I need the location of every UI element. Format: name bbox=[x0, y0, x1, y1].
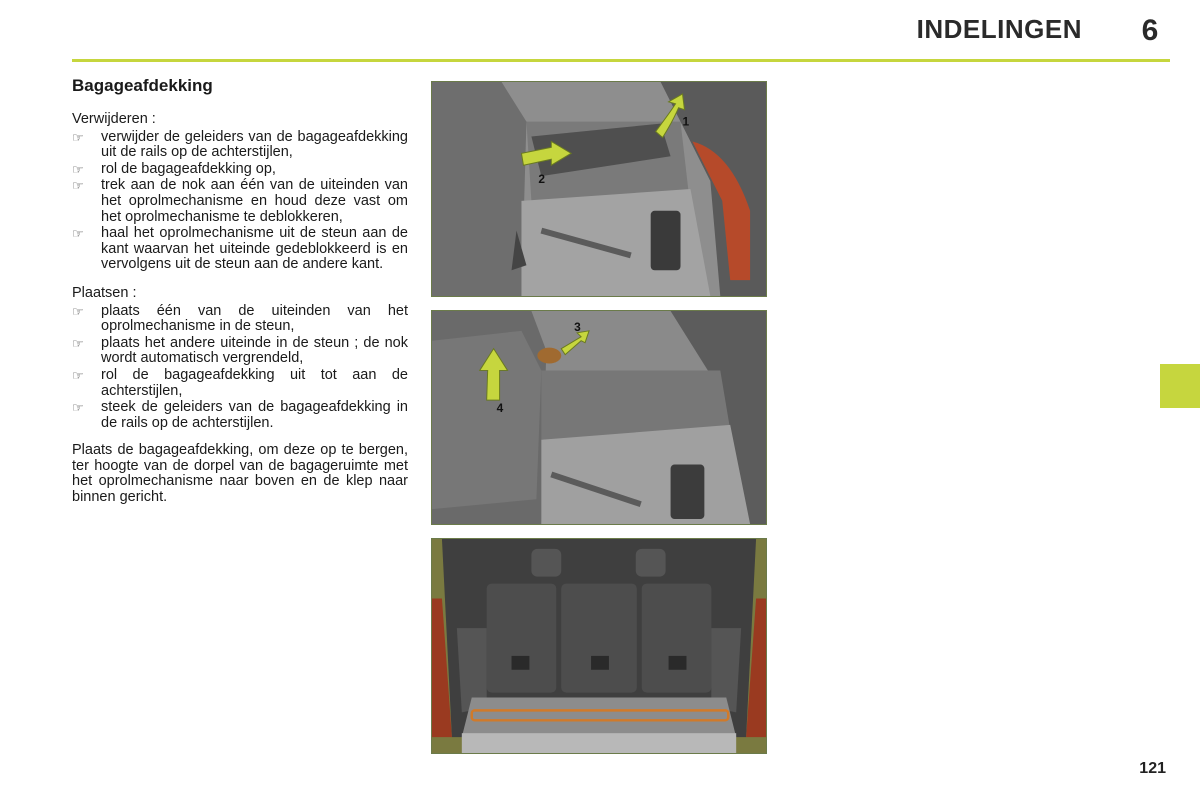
text-column bbox=[72, 76, 408, 506]
figure-place-cover bbox=[431, 310, 767, 525]
chapter-title: INDELINGEN bbox=[916, 14, 1082, 44]
page-number: 121 bbox=[1139, 760, 1166, 777]
list-item: ☞ steek de geleiders van de bagageafdekking in de rails op de achterstijlen. bbox=[72, 399, 408, 431]
figure-callout-4: 4 bbox=[496, 401, 504, 416]
list-item: ☞ rol de bagageafdekking uit tot aan de achterstijlen, bbox=[72, 366, 408, 399]
chapter-number: 6 bbox=[1141, 14, 1159, 47]
section-title: Bagageafdekking bbox=[72, 76, 213, 95]
pointing-hand-icon: ☞ bbox=[72, 400, 84, 416]
figure-callout-1: 1 bbox=[682, 114, 690, 129]
figure-remove-cover bbox=[431, 81, 767, 297]
list-item: ☞ plaats één van de uiteinden van het oprolmechanisme in de steun, bbox=[72, 302, 408, 335]
place-label: Plaatsen : bbox=[72, 284, 137, 301]
pointing-hand-icon: ☞ bbox=[72, 335, 84, 351]
header-divider bbox=[72, 59, 1170, 62]
figure-callout-2: 2 bbox=[538, 172, 545, 187]
list-item: ☞ rol de bagageafdekking op, bbox=[72, 160, 276, 177]
pointing-hand-icon: ☞ bbox=[72, 129, 84, 145]
place-steps-list bbox=[72, 304, 408, 432]
figure-stored-cover bbox=[431, 538, 767, 754]
list-item: ☞ haal het oprolmechanisme uit de steun aan de kant waarvan het uiteinde gedeblokkeerd is en vervolgens uit de steun aan de andere kant. bbox=[72, 225, 408, 273]
list-item: ☞ trek aan de nok aan één van de uiteinden van het oprolmechanisme en houd deze vast om het oprolmechanisme te deblokkeren, bbox=[72, 177, 408, 225]
pointing-hand-icon: ☞ bbox=[72, 161, 84, 177]
storage-note: Plaats de bagageafdekking, om deze op te bergen, ter hoogte van de dorpel van de bagageruimte met het oprolmechanisme naar boven en de klep naar binnen gericht. bbox=[72, 442, 408, 506]
chapter-side-tab bbox=[1160, 364, 1200, 408]
remove-steps-list bbox=[72, 130, 408, 273]
pointing-hand-icon: ☞ bbox=[72, 367, 84, 383]
list-item: ☞ plaats het andere uiteinde in de steun ; de nok wordt automatisch vergrendeld, bbox=[72, 334, 408, 367]
pointing-hand-icon: ☞ bbox=[72, 303, 84, 319]
list-item: ☞ verwijder de geleiders van de bagageafdekking uit de rails op de achterstijlen, bbox=[72, 128, 408, 161]
pointing-hand-icon: ☞ bbox=[72, 178, 84, 194]
figure-callout-3: 3 bbox=[574, 319, 581, 334]
pointing-hand-icon: ☞ bbox=[72, 226, 84, 242]
remove-label: Verwijderen : bbox=[72, 111, 156, 127]
